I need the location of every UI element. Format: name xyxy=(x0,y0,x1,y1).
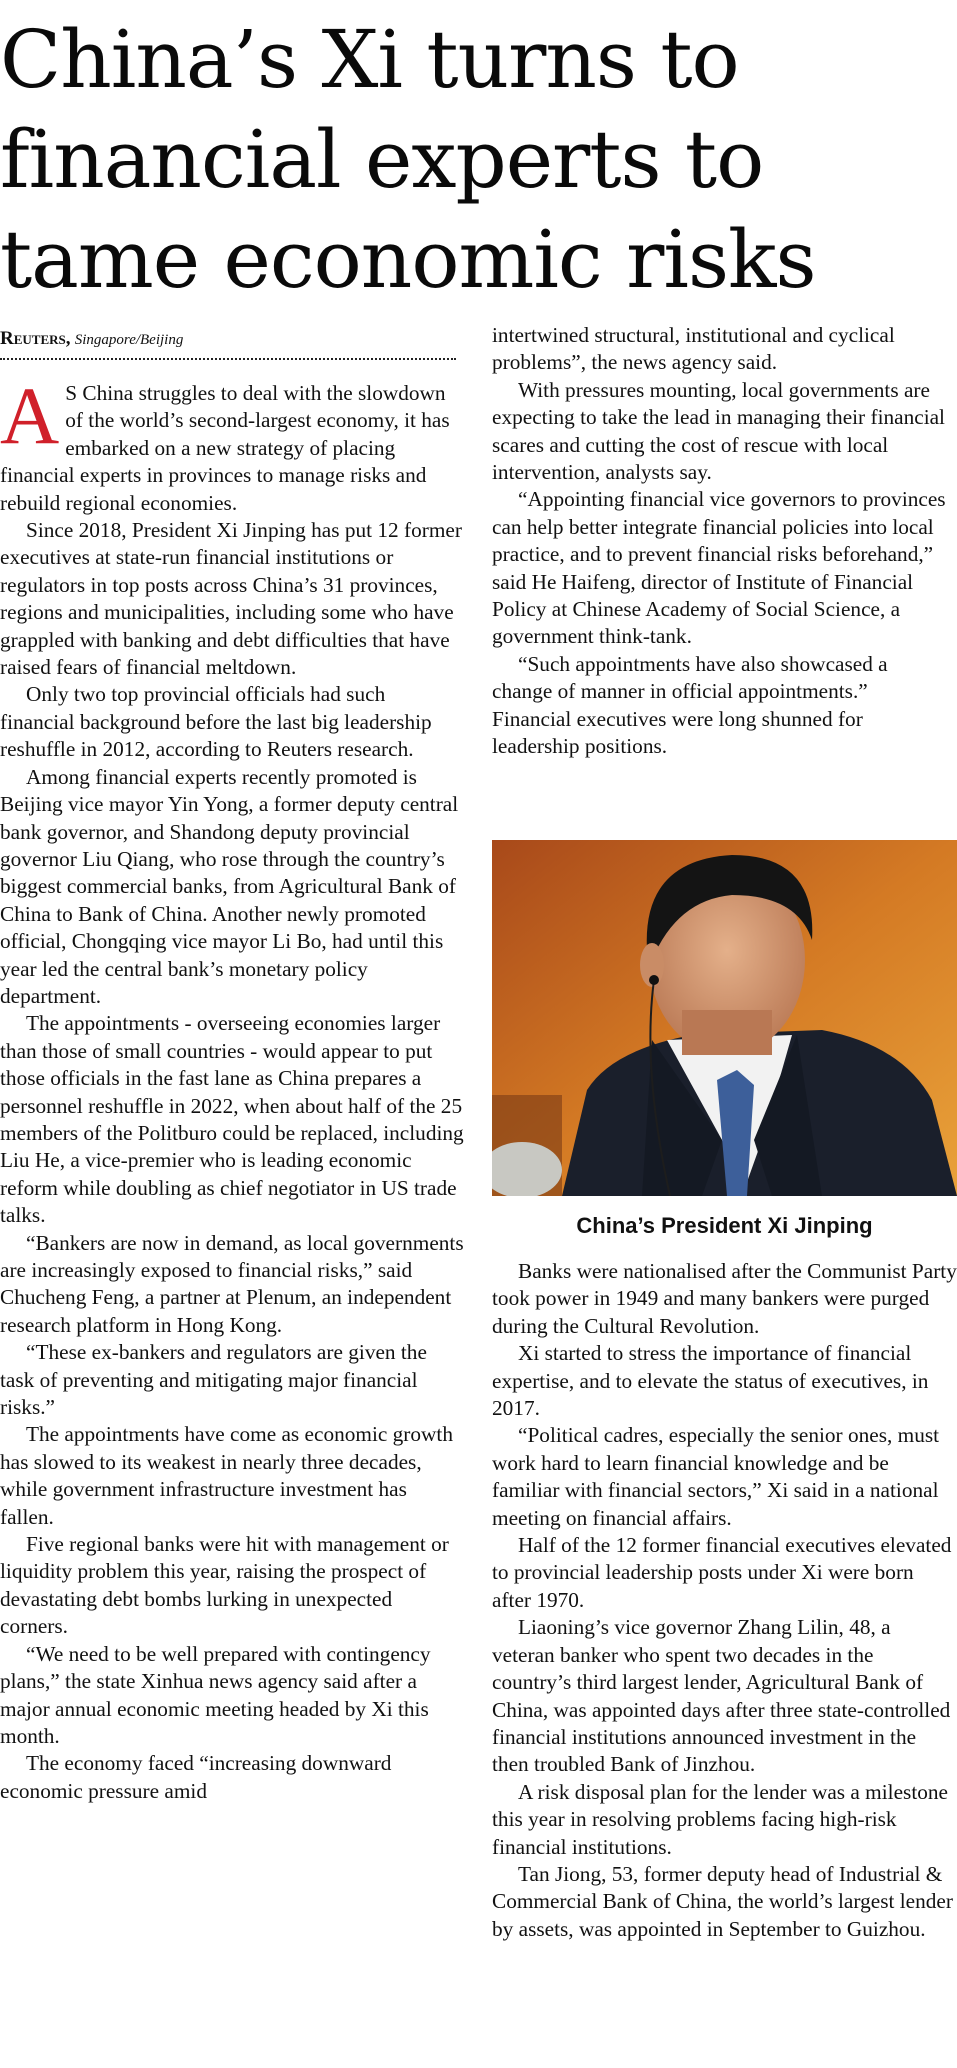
article-paragraph: Xi started to stress the importance of financial expertise, and to elevate the status of executives, in 2017. xyxy=(492,1341,929,1421)
article-paragraph: “Such appointments have also showcased a change of manner in official appointments.” Financial executives were long shunned for leadership positions. xyxy=(492,651,888,759)
article-paragraph: The appointments have come as economic growth has slowed to its weakest in nearly three decades, while government infrastructure investment has fallen. xyxy=(0,1422,453,1529)
xi-jinping-photo xyxy=(492,840,957,1196)
headline-line-1: China’s Xi turns to xyxy=(0,13,739,106)
article-paragraph: The economy faced “increasing downward economic pressure amid xyxy=(0,1751,392,1803)
photo-caption: China’s President Xi Jinping xyxy=(576,1213,873,1238)
article-paragraph: A risk disposal plan for the lender was a milestone this year in resolving problems facing high-risk financial institutions. xyxy=(492,1779,948,1859)
article-paragraph: intertwined structural, institutional and cyclical problems”, the news agency said. xyxy=(492,323,895,375)
headline-line-2: financial experts to xyxy=(0,113,764,206)
byline-agency: Reuters, xyxy=(0,328,71,349)
byline xyxy=(0,328,458,351)
article-column-2 xyxy=(492,322,952,761)
article-paragraph: Tan Jiong, 53, former deputy head of Industrial & Commercial Bank of China, the world’s largest lender by assets, was appointed in September to Guizhou. xyxy=(492,1861,953,1941)
drop-cap: A xyxy=(0,370,60,461)
article-paragraph: “Bankers are now in demand, as local governments are increasingly exposed to financial risks,” said Chucheng Feng, a partner at Plenum, an independent research platform in Hong Kong. xyxy=(0,1230,464,1337)
article-paragraph: Half of the 12 former financial executives elevated to provincial leadership posts under Xi were born after 1970. xyxy=(492,1533,952,1612)
article-paragraph: Banks were nationalised after the Communist Party took power in 1949 and many bankers were purged during the Cultural Revolution. xyxy=(492,1259,957,1338)
article-column-3 xyxy=(492,1258,957,1943)
headline-line-3: tame economic risks xyxy=(0,213,816,306)
article-paragraph: Only two top provincial officials had such financial background before the last big leadership reshuffle in 2012, according to Reuters research. xyxy=(0,682,432,762)
article-paragraph: “These ex-bankers and regulators are given the task of preventing and mitigating major financial risks.” xyxy=(0,1340,427,1420)
portrait-illustration xyxy=(492,840,957,1196)
article-paragraph: “Appointing financial vice governors to provinces can help better integrate financial policies into local practice, and to prevent financial risks beforehand,” said He Haifeng, director of Institute of Financial Policy at Chinese Academy of Social Science, a government think-tank. xyxy=(492,487,946,649)
article-paragraph: Five regional banks were hit with management or liquidity problem this year, raising the prospect of devastating debt bombs lurking in unexpected corners. xyxy=(0,1532,449,1639)
article-paragraph: The appointments - overseeing economies larger than those of small countries - would appear to put those officials in the fast lane as China prepares a personnel reshuffle in 2022, when about half of the 25 members of the Politburo could be replaced, including Liu He, a vice-premier who is leading economic reform while doubling as chief negotiator in US trade talks. xyxy=(0,1011,464,1228)
byline-location: Singapore/Beijing xyxy=(74,332,184,348)
article-paragraph: Among financial experts recently promoted is Beijing vice mayor Yin Yong, a former deputy central bank governor, and Shandong deputy provincial governor Liu Qiang, who rose through the country’s biggest commercial banks, from Agricultural Bank of China to Bank of China. Another newly promoted official, Chongqing vice mayor Li Bo, had until this year led the central bank’s monetary policy department. xyxy=(0,764,459,1008)
article-paragraph: With pressures mounting, local governments are expecting to take the lead in managing their financial scares and cutting the cost of rescue with local intervention, analysts say. xyxy=(492,377,945,485)
article-paragraph: A S China struggles to deal with the slowdown of the world’s second-largest economy, it has embarked on a new strategy of placing financial experts in provinces to manage risks and rebuild regional economies. xyxy=(0,370,450,515)
article-paragraph: “Political cadres, especially the senior ones, must work hard to learn financial knowledge and be familiar with financial sectors,” Xi said in a national meeting on financial affairs. xyxy=(492,1423,940,1530)
article-paragraph: Since 2018, President Xi Jinping has put 12 former executives at state-run financial institutions or regulators in top posts across China’s 31 provinces, regions and municipalities, including some who have grappled with banking and debt difficulties that have raised fears of financial meltdown. xyxy=(0,518,462,680)
article-paragraph: Liaoning’s vice governor Zhang Lilin, 48, a veteran banker who spent two decades in the country’s third largest lender, Agricultural Bank of China, was appointed days after three state-controlled financial institutions announced investment in the then troubled Bank of Jinzhou. xyxy=(492,1615,951,1777)
article-column-1 xyxy=(0,370,464,1805)
article-paragraph: “We need to be well prepared with contingency plans,” the state Xinhua news agency said after a major annual economic meeting headed by Xi this month. xyxy=(0,1641,431,1748)
headline xyxy=(0,10,957,310)
byline-divider xyxy=(0,358,456,360)
